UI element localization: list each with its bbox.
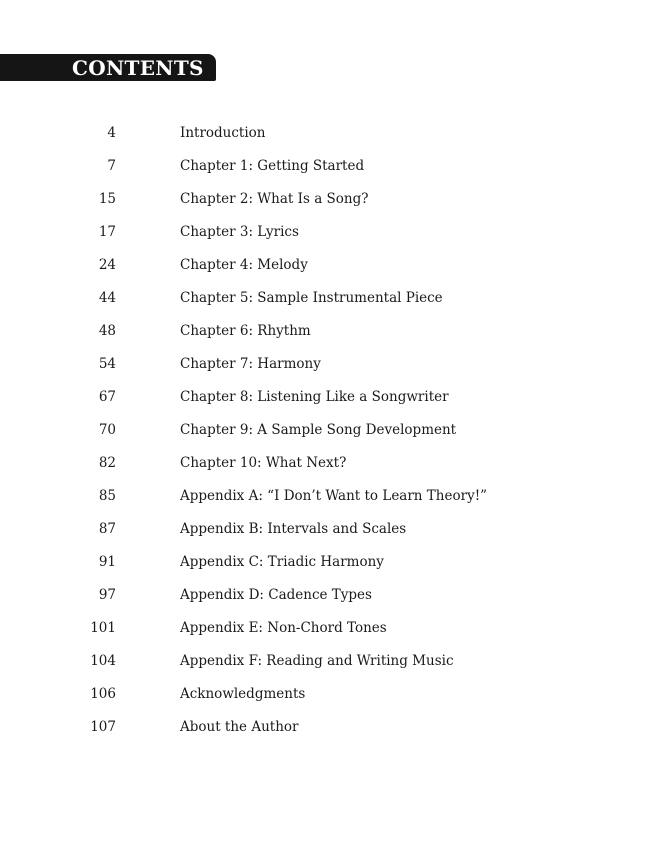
toc-page-number: 85 [98,488,116,504]
toc-entry-title: Chapter 3: Lyrics [180,224,299,240]
toc-page-number: 70 [98,422,116,438]
toc-page-number: 67 [98,389,116,405]
toc-page-number: 48 [98,323,116,339]
toc-entry-title: Acknowledgments [180,686,306,702]
toc-entry-title: Chapter 4: Melody [180,257,308,273]
toc-page-number: 87 [98,521,116,537]
toc-page-number: 54 [98,356,116,372]
toc-page-number: 107 [90,719,116,735]
toc-entry[interactable] [0,252,648,285]
toc-entry[interactable] [0,285,648,318]
toc-entry-title: Chapter 8: Listening Like a Songwriter [180,389,449,405]
toc-page-number: 101 [90,620,116,636]
toc-page-number: 82 [98,455,116,471]
toc-entry[interactable] [0,384,648,417]
toc-entry[interactable] [0,219,648,252]
toc-entry[interactable] [0,120,648,153]
toc-entry[interactable] [0,417,648,450]
toc-entry[interactable] [0,714,648,747]
toc-entry[interactable] [0,186,648,219]
toc-entry[interactable] [0,516,648,549]
toc-page-number: 24 [98,257,116,273]
toc-entry[interactable] [0,351,648,384]
toc-entry[interactable] [0,153,648,186]
toc-entry[interactable] [0,450,648,483]
toc-entry-title: Appendix D: Cadence Types [180,587,372,603]
toc-entry[interactable] [0,483,648,516]
toc-entry[interactable] [0,582,648,615]
page-title: CONTENTS [72,56,204,80]
toc-page-number: 106 [90,686,116,702]
toc-entry-title: Chapter 10: What Next? [180,455,347,471]
toc-entry-title: Appendix E: Non-Chord Tones [180,620,387,636]
toc-entry-title: Appendix C: Triadic Harmony [180,554,384,570]
toc-entry[interactable] [0,681,648,714]
toc-page-number: 104 [90,653,116,669]
toc-entry-title: Chapter 6: Rhythm [180,323,311,339]
toc-entry-title: Chapter 7: Harmony [180,356,321,372]
toc-entry-title: Introduction [180,125,266,141]
toc-entry[interactable] [0,615,648,648]
toc-entry-title: Chapter 5: Sample Instrumental Piece [180,290,443,306]
toc-entry[interactable] [0,318,648,351]
toc-page-number: 4 [107,125,116,141]
toc-entry-title: About the Author [180,719,299,735]
toc-entry-title: Appendix B: Intervals and Scales [180,521,407,537]
toc-page-number: 97 [98,587,116,603]
toc-page-number: 91 [98,554,116,570]
toc-page-number: 17 [98,224,116,240]
toc-entry-title: Chapter 9: A Sample Song Development [180,422,457,438]
toc-entry[interactable] [0,549,648,582]
toc-entry-title: Appendix F: Reading and Writing Music [180,653,454,669]
toc-page-number: 7 [107,158,116,174]
toc-page-number: 44 [98,290,116,306]
toc-entry-title: Chapter 1: Getting Started [180,158,365,174]
toc-entry[interactable] [0,648,648,681]
toc-page-number: 15 [98,191,116,207]
toc-entry-title: Chapter 2: What Is a Song? [180,191,369,207]
toc-entry-title: Appendix A: “I Don’t Want to Learn Theory!” [180,488,488,504]
table-of-contents [0,120,648,747]
